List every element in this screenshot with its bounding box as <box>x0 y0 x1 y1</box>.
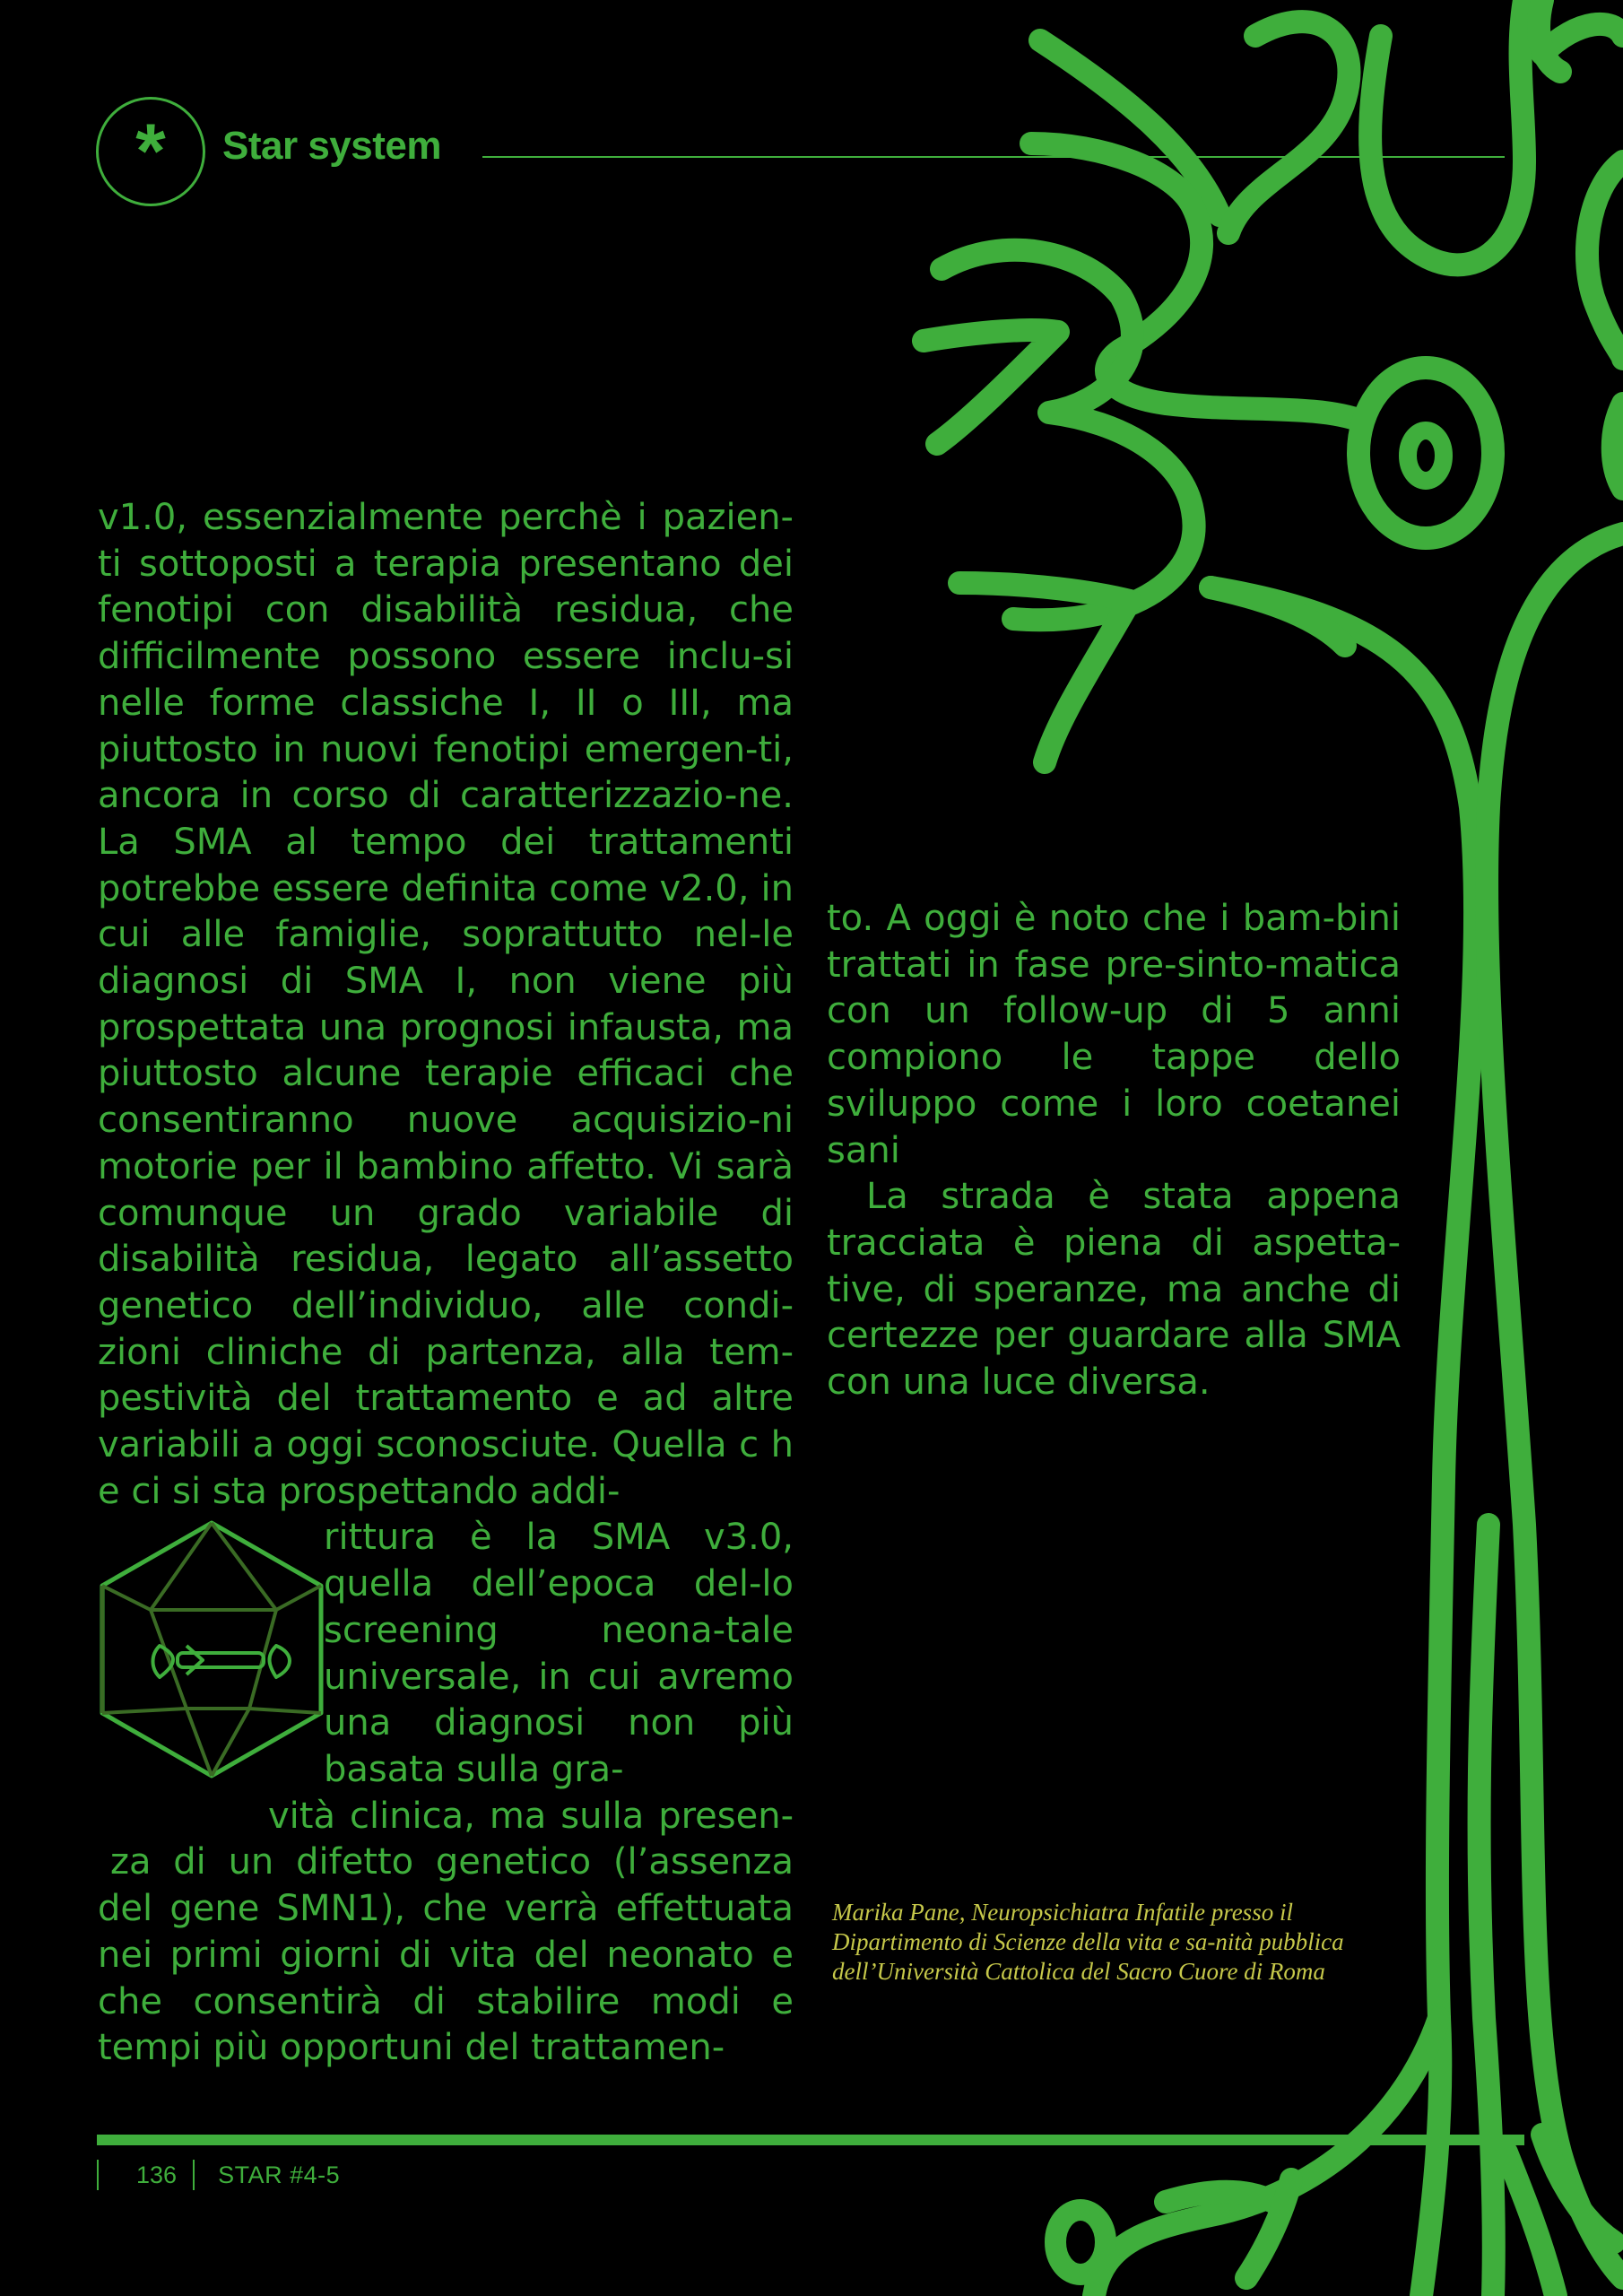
left-text-upper: v1.0, essenzialmente perchè i pazien-ti sottoposti a terapia presentano dei fenotipi con disabilità residua, che difficilmente possono essere inclu-si nelle forme classiche I, II o III, ma piuttosto in nuovi fenotipi emergen-ti, ancora in corso di caratterizzazio-ne. La SMA al tempo dei trattamenti potrebbe essere definita come v2.0, in cui alle famiglie, soprattutto nel-le diagnosi di SMA I, non viene più prospettata una prognosi infausta, ma piuttosto alcune terapie efficaci che consentiranno nuove acquisizio-ni motorie per il bambino affetto. Vi sarà comunque un grado variabile di disabilità residua, legato all’assetto genetico dell’individuo, alle condi-zioni cliniche di partenza, alla tem-pestività del trattamento e ad altre variabili a oggi sconosciute. Quella c h e ci si sta prospettando addi- <box>98 497 794 1512</box>
footer-divider <box>97 2135 1524 2145</box>
branch-mid-connector <box>1211 587 1345 646</box>
footer-bar-left <box>97 2160 99 2190</box>
left-text-lower: za di un difetto genetico (l’assenza del gene SMN1), che verrà effettuata nei primi giorni di vita del neonato e che consentirà di stabilire modi e tempi più opportuni del trattamen- <box>98 1841 794 2069</box>
asterisk-circle-icon <box>96 97 205 206</box>
left-column-text <box>98 495 794 1515</box>
header-divider <box>482 156 1505 158</box>
author-caption: Marika Pane, Neuropsichiatra Infatile presso il Dipartimento di Scienze della vita e sa-nità pubblica dell’Università Cattolica del Sacro Cuore di Roma <box>832 1899 1344 1985</box>
right-column <box>827 896 1401 1406</box>
page-footer <box>97 2157 340 2193</box>
digit-0-inner <box>1408 430 1444 481</box>
right-para-2: La strada è stata appena tracciata è piena di aspetta-tive, di speranze, ma anche di certezze per guardare alla SMA con una luce diversa. <box>827 1176 1401 1404</box>
branch-curl-top <box>1228 22 1349 233</box>
tree-trunk-right-edge <box>1487 534 1623 2278</box>
magazine-issue: STAR #4-5 <box>218 2161 341 2188</box>
tree-trunk-inner-line <box>1480 1525 1494 2296</box>
icosahedron-capsule-icon <box>97 1520 326 1780</box>
branch-right-lower <box>1587 161 1623 359</box>
root-loop <box>1055 2210 1106 2274</box>
right-para-1: to. A oggi è noto che i bam-bini trattati in fase pre-sinto-matica con un follow-up di 5 anni compiono le tappe dello sviluppo come i loro coetanei sani <box>827 898 1401 1171</box>
footer-bar-mid <box>193 2160 195 2190</box>
branch-u-shape <box>1370 0 1524 265</box>
branch-right-hook <box>1613 404 1623 489</box>
left-column <box>98 495 794 2072</box>
section-title: Star system <box>222 124 441 168</box>
left-text-wrap: rittura è la SMA v3.0, quella dell’epoca del-lo screening neona-tale universale, in cui avremo una diagnosi non più basata sulla gra- <box>324 1517 794 1790</box>
root-fragment-1 <box>1166 2192 1273 2202</box>
digit-3-shape <box>942 250 1194 621</box>
left-text-wrap-2: vità clinica, ma sulla presen- <box>268 1795 794 1837</box>
page-number: 136 <box>136 2161 178 2188</box>
digit-0-shape <box>1358 368 1493 538</box>
header-symbol: * <box>135 109 166 195</box>
digit-7-small <box>924 330 1058 444</box>
